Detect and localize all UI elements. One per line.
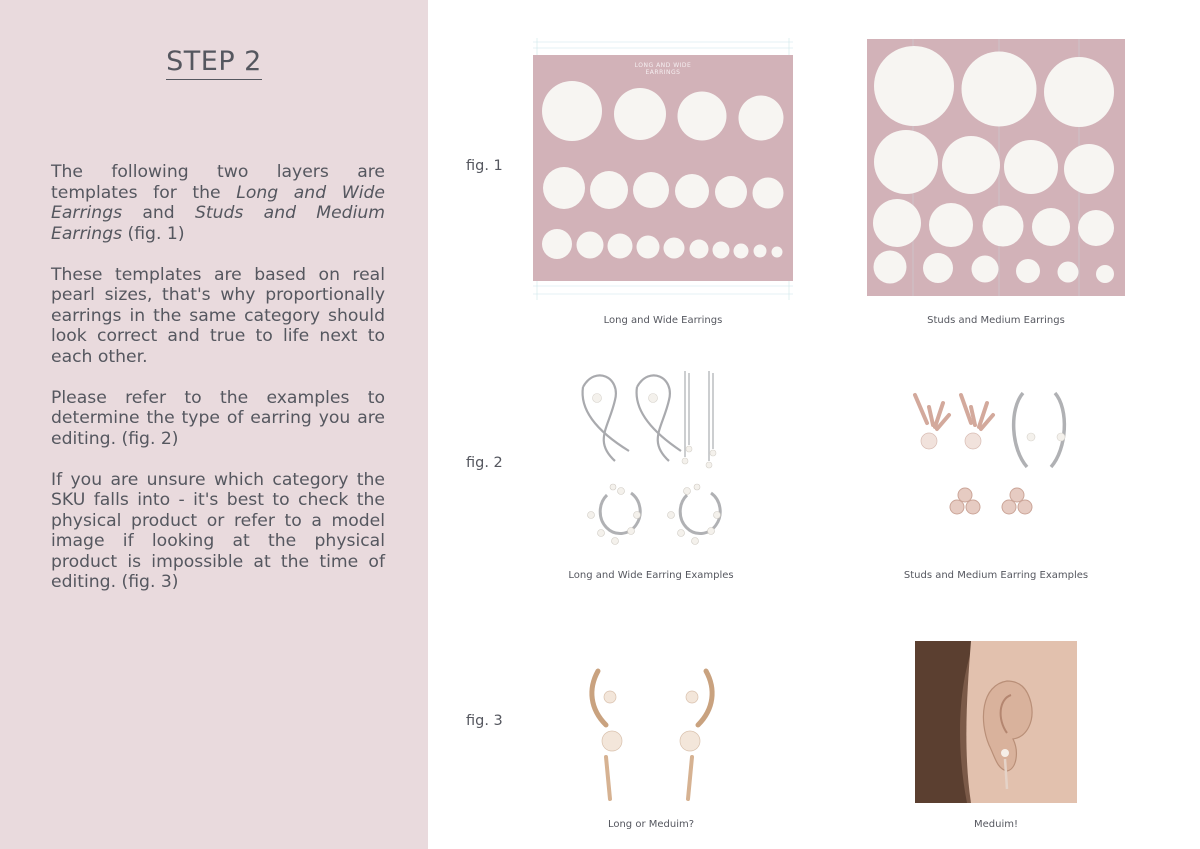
fig3-right-caption: Meduim! xyxy=(974,819,1018,830)
paragraph-unsure: If you are unsure which category the SKU falls into - it's best to check the physical product or refer to a model image if looking at the physical product is impossible at the time of editing. (fig. 3) xyxy=(51,469,385,592)
paragraph-examples: Please refer to the examples to determine the type of earring you are editing. (fig. 2) xyxy=(51,387,385,449)
paragraph-templates: The following two layers are templates for the Long and Wide Earrings and Studs and Medium Earrings (fig. 1) xyxy=(51,162,385,244)
studs-medium-earring-examples xyxy=(905,385,1075,530)
fig1-right-caption: Studs and Medium Earrings xyxy=(927,315,1065,326)
fig1-left-caption: Long and Wide Earrings xyxy=(603,315,723,326)
fig2-left-caption: Long and Wide Earring Examples xyxy=(568,570,734,581)
long-wide-template xyxy=(533,38,793,300)
model-ear-photo xyxy=(915,641,1077,803)
instructions-panel xyxy=(0,0,428,849)
fig3-label: fig. 3 xyxy=(466,713,503,729)
fig2-right-caption: Studs and Medium Earring Examples xyxy=(903,570,1089,581)
instructions-text xyxy=(51,162,385,613)
fig1-label: fig. 1 xyxy=(466,158,503,174)
step-heading: STEP 2 xyxy=(0,46,428,77)
studs-medium-template xyxy=(867,39,1125,296)
long-or-medium-earring-example xyxy=(580,665,720,805)
fig2-label: fig. 2 xyxy=(466,455,503,471)
long-wide-earring-examples xyxy=(575,365,725,555)
fig3-left-caption: Long or Meduim? xyxy=(607,819,695,830)
paragraph-pearl-sizes: These templates are based on real pearl sizes, that's why proportionally earrings in the same category should look correct and true to life next to each other. xyxy=(51,264,385,367)
template-title: LONG AND WIDE EARRINGS xyxy=(634,62,692,76)
